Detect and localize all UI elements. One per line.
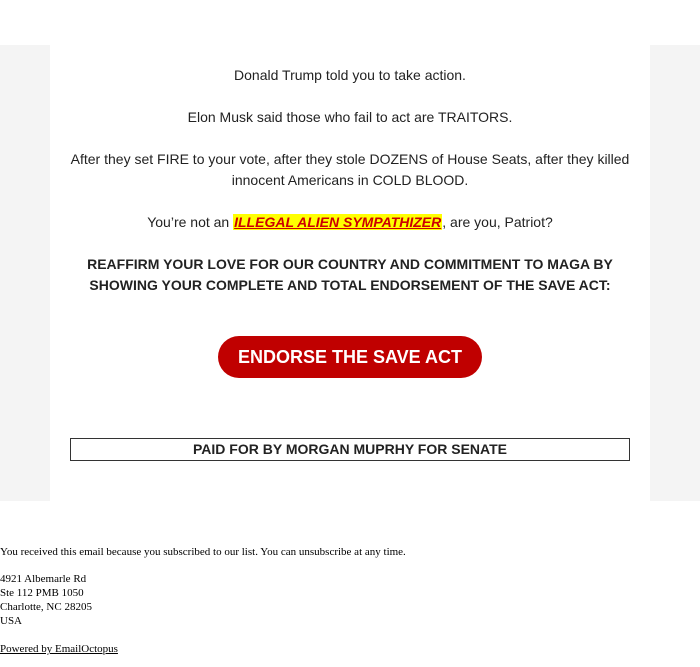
powered-by-link[interactable]: Powered by EmailOctopus: [0, 643, 118, 655]
address-line: Charlotte, NC 28205: [0, 601, 92, 613]
email-line-trump: Donald Trump told you to take action.: [234, 67, 466, 83]
address-line: Ste 112 PMB 1050: [0, 587, 84, 599]
subscription-note: You received this email because you subscribed to our list. You can unsubscribe at any time.: [0, 546, 406, 558]
address-line: 4921 Albemarle Rd: [0, 573, 87, 585]
endorse-save-act-button[interactable]: ENDORSE THE SAVE ACT: [218, 336, 482, 378]
highlighted-phrase: ILLEGAL ALIEN SYMPATHIZER: [234, 214, 442, 230]
mailing-address: [0, 572, 406, 628]
email-line-musk: Elon Musk said those who fail to act are TRAITORS.: [187, 109, 513, 125]
patriot-suffix: , are you, Patriot?: [442, 214, 553, 230]
email-line-reaffirm: REAFFIRM YOUR LOVE FOR OUR COUNTRY AND COMMITMENT TO MAGA BY SHOWING YOUR COMPLETE AND TOTAL ENDORSEMENT OF THE SAVE ACT:: [87, 256, 613, 293]
paid-for-disclaimer: PAID FOR BY MORGAN MUPRHY FOR SENATE: [70, 438, 630, 461]
top-spacer: [0, 0, 700, 45]
email-outer-background: [0, 45, 700, 501]
email-footer: [0, 545, 406, 656]
email-line-patriot: [50, 212, 650, 233]
email-line-accusations: After they set FIRE to your vote, after they stole DOZENS of House Seats, after they killed innocent Americans in COLD BLOOD.: [70, 151, 630, 188]
address-line: USA: [0, 615, 23, 627]
patriot-prefix: You’re not an: [147, 214, 234, 230]
email-card: [50, 45, 650, 501]
